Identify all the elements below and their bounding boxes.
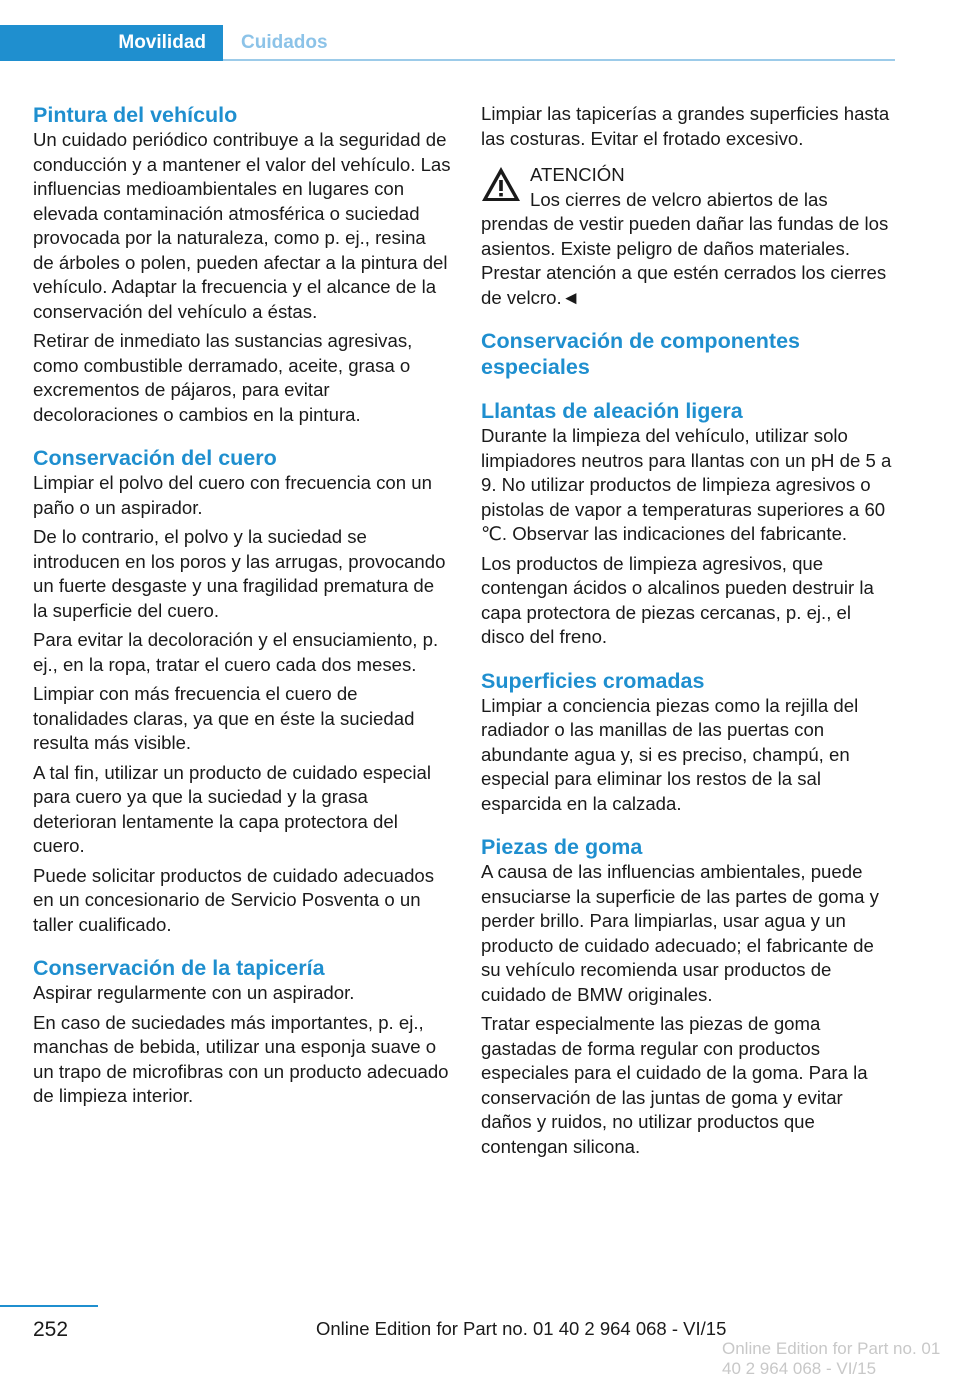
heading-goma: Piezas de goma [481,835,643,859]
paragraph: Limpiar con más frecuencia el cuero de tonalidades claras, ya que en éste la suciedad resulta más visible. [33,683,415,753]
paragraph: Limpiar a conciencia piezas como la rejilla del radiador o las manillas de las puertas con abundante agua y, si es preciso, champú, en especial para eliminar los restos de la sal esparcida en la calzada. [481,694,859,814]
paragraph: De lo contrario, el polvo y la suciedad se introducen en los poros y las arrugas, provocando un fuerte desgaste y una fragilidad prematura de la superficie del cuero. [33,526,446,621]
paragraph: En caso de suciedades más importantes, p. ej., manchas de bebida, utilizar una esponja suave o un trapo de microfibras con un producto adecuado de limpieza interior. [33,1011,449,1106]
edition-note: Online Edition for Part no. 01 40 2 964 068 - VI/15 [316,1318,727,1339]
heading-llantas: Llantas de aleación ligera [481,399,743,423]
header-bar [0,25,895,61]
paragraph: Los productos de limpieza agresivos, que contengan ácidos o alcalinos pueden destruir la capa protectora de piezas cercanas, p. ej., el disco del freno. [481,552,874,647]
heading-cromadas: Superficies cromadas [481,668,705,693]
paragraph: Para evitar la decoloración y el ensuciamiento, p. ej., en la ropa, tratar el cuero cada dos meses. [33,629,439,675]
paragraph: A causa de las influencias ambientales, puede ensuciarse la superficie de las partes de goma y perder brillo. Para limpiarlas, usar agua y un producto de cuidado adecuado; el fabricante de su vehículo recomienda usar productos de cuidado de BMW originales. [481,861,879,1005]
paragraph: Tratar especialmente las piezas de goma gastadas de forma regular con productos especiales para el cuidado de la goma. Para la conservación de las juntas de goma y evitar daños y ruidos, no utilizar productos que contengan silicona. [481,1013,868,1157]
watermark: Online Edition for Part no. 01 40 2 964 068 - VI/15 [722,1339,941,1378]
heading-cuero: Conservación del cuero [33,446,277,470]
tab-movilidad[interactable]: Movilidad [0,25,223,61]
paragraph: A tal fin, utilizar un producto de cuidado especial para cuero ya que la suciedad y la grasa deterioran lentamente la capa protectora del cuero. [33,761,431,856]
heading-componentes: Conservación de componentes especiales [481,329,800,379]
paragraph: Un cuidado periódico contribuye a la seguridad de conducción y a mantener el valor del vehículo. Las influencias medioambientales en lugares con elevada contaminación atmosférica o suciedad provocada por la naturaleza, como p. ej., resina de árboles o polen, pueden afectar a la pintura del vehículo. Adaptar la frecuencia y el alcance de la conservación del vehículo a éstas. [33,129,451,322]
paragraph: Limpiar las tapicerías a grandes superficies hasta las costuras. Evitar el frotado excesivo. [481,103,890,149]
tab-cuidados[interactable]: Cuidados [241,32,328,53]
warning-text-first-line: Los cierres de velcro abiertos de las [530,188,828,210]
paragraph: Puede solicitar productos de cuidado adecuados en un concesionario de Servicio Posventa o un taller cualificado. [33,864,435,935]
left-column [33,102,451,1114]
heading-pintura: Pintura del vehículo [33,103,238,127]
heading-tapiceria: Conservación de la tapicería [33,956,325,980]
warning-box [481,163,897,310]
page-number: 252 [33,1318,69,1341]
paragraph: Limpiar el polvo del cuero con frecuencia con un paño o un aspirador. [33,472,432,518]
header-divider [223,59,895,61]
warning-triangle-icon [481,166,521,202]
footer-divider [0,1305,98,1307]
warning-text: prendas de vestir pueden dañar las fundas de los asientos. Existe peligro de daños materiales. Prestar atención a que estén cerrados los cierres de velcro.◄ [481,213,889,308]
paragraph: Aspirar regularmente con un aspirador. [33,982,355,1003]
right-column [481,102,897,1164]
paragraph: Durante la limpieza del vehículo, utilizar solo limpiadores neutros para llantas con un pH de 5 a 9. No utilizar productos de limpieza agresivos o pistolas de vapor a temperaturas superiores a 60 ℃. Observar las indicaciones del fabricante. [481,425,892,544]
paragraph: Retirar de inmediato las sustancias agresivas, como combustible derramado, aceite, grasa o excrementos de pájaros, para evitar decoloraciones o cambios en la pintura. [33,330,413,425]
warning-title: ATENCIÓN [530,164,625,185]
